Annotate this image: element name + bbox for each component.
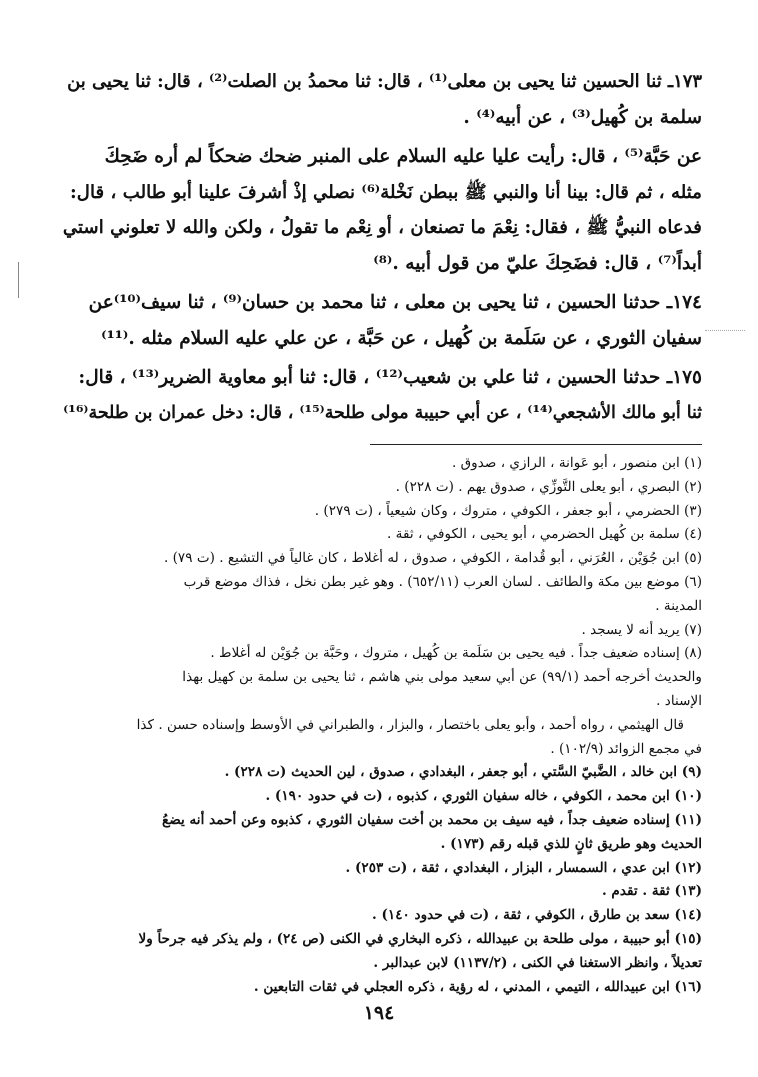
- footnote-8: (٨) إسناده ضعيف جداً . فيه يحيى بن سَلَمة بن كُهيل ، متروك ، وحَبَّة بن جُوَيْن له أغلاط .: [210, 645, 702, 662]
- footnote-7: (٧) يريد أنه لا يسجد .: [581, 621, 702, 638]
- footnote-8-tail: الإسناد .: [656, 692, 702, 709]
- footnote-1: (١) ابن منصور ، أبو عَوانة ، الرازي ، صدوق .: [451, 455, 702, 471]
- footnote-15-tail: تعديلاً ، وانظر الاستغنا في الكنى ، (١١٣٧/٢) لابن عبدالبر .: [373, 954, 702, 971]
- footnote-13: (١٣) ثقة . تقدم .: [601, 883, 702, 900]
- footnotes: [62, 452, 702, 999]
- hadith-174-line-2: سفيان الثوري ، عن سَلَمة بن كُهيل ، عن حَبَّة ، عن علي عليه السلام مثله .⁽¹¹⁾: [101, 327, 702, 349]
- main-text: [62, 64, 702, 431]
- footnote-14: (١٤) سعد بن طارق ، الكوفي ، ثقة ، (ت في حدود ١٤٠) .: [372, 907, 702, 924]
- hadith-173-line-4: مثله ، ثم قال: بينا أنا والنبي ﷺ ببطن نَخْلة⁽⁶⁾ نصلي إذْ أشرفَ علينا أبو طالب ، قال:: [70, 181, 702, 203]
- hadith-175-line-1: ١٧٥ـ حدثنا الحسين ، ثنا علي بن شعيب⁽¹²⁾ ، قال: ثنا أبو معاوية الضرير⁽¹³⁾ ، قال:: [78, 367, 702, 388]
- footnote-16: (١٦) ابن عبيدالله ، التيمي ، المدني ، له رؤية ، ذكره العجلي في ثقات التابعين .: [253, 978, 702, 995]
- footnote-4: (٤) سلمة بن كُهيل الحضرمي ، أبو يحيى ، الكوفي ، ثقة .: [387, 526, 702, 543]
- footnote-11: (١١) إسناده ضعيف جداً ، فيه سيف بن محمد بن أخت سفيان الثوري ، كذبوه وعن أحمد أنه يضعُ: [161, 811, 702, 828]
- hadith-173-line-5: فدعاه النبيُّ ﷺ ، فقال: نِعْمَ ما تصنعان ، أو نِعْم ما تقولُ ، ولكن والله لا تعلوني استي: [62, 217, 702, 238]
- hadith-173-line-3: عن حَبَّة⁽⁵⁾ ، قال: رأيت عليا عليه السلام على المنبر ضحك ضحكاً لم أره ضَحِكَ: [104, 146, 702, 167]
- footnote-11-tail: الحديث وهو طريق ثانٍ للذي قبله رقم (١٧٣) .: [440, 835, 702, 852]
- footnote-9: (٩) ابن خالد ، الضَّبيّ السَّتي ، أبو جعفر ، البغدادي ، صدوق ، لين الحديث (ت ٢٢٨) .: [224, 764, 702, 781]
- page-number: ١٩٤: [363, 1002, 395, 1024]
- margin-mark: [18, 262, 19, 298]
- footnote-10: (١٠) ابن محمد ، الكوفي ، خاله سفيان الثوري ، كذبوه ، (ت في حدود ١٩٠) .: [265, 788, 702, 805]
- footnote-8-cont: والحديث أخرجه أحمد (٩٩/١) عن أبي سعيد مولى بني هاشم ، ثنا يحيى بن سلمة بن كهيل بهذا: [182, 669, 702, 686]
- footnote-6: (٦) موضع بين مكة والطائف . لسان العرب (٦٥٢/١١) . وهو غير بطن نخل ، فذاك موضع قرب: [183, 573, 702, 590]
- footnote-8-haythami: قال الهيثمي ، رواه أحمد ، وأبو يعلى باختصار ، والبزار ، والطبراني في الأوسط وإسناده حسن . كذا: [136, 716, 684, 733]
- footnote-separator: [370, 444, 702, 445]
- footnote-3: (٣) الحضرمي ، أبو جعفر ، الكوفي ، متروك ، وكان شيعياً ، (ت ٢٧٩) .: [314, 502, 702, 519]
- footnote-15: (١٥) أبو حبيبة ، مولى طلحة بن عبيدالله ، ذكره البخاري في الكنى (ص ٢٤) ، ولم يذكر فيه جرحاً ولا: [138, 930, 702, 947]
- hadith-173-line-6: أبداً⁽⁷⁾ ، قال: فضَحِكَ عليّ من قول أبيه .⁽⁸⁾: [373, 252, 702, 274]
- hadith-174-line-1: ١٧٤ـ حدثنا الحسين ، ثنا يحيى بن معلى ، ثنا محمد بن حسان⁽⁹⁾ ، ثنا سيف⁽¹⁰⁾عن: [88, 292, 702, 313]
- footnote-2: (٢) البصري ، أبو يعلى التَّوزِّي ، صدوق يهم . (ت ٢٢٨) .: [395, 478, 702, 495]
- footnote-8-haythami-tail: في مجمع الزوائد (١٠٢/٩) .: [550, 740, 702, 757]
- footnote-12: (١٢) ابن عدي ، السمسار ، البزار ، البغدادي ، ثقة ، (ت ٢٥٣) .: [345, 859, 702, 876]
- footnote-6-tail: المدينة .: [655, 597, 702, 614]
- hadith-175-line-2: ثنا أبو مالك الأشجعي⁽¹⁴⁾ ، عن أبي حبيبة مولى طلحة⁽¹⁵⁾ ، قال: دخل عمران بن طلحة⁽¹⁶⁾: [63, 402, 702, 423]
- hadith-173-line-2: سلمة بن كُهيل⁽³⁾ ، عن أبيه⁽⁴⁾ .: [463, 106, 702, 128]
- hadith-173-line-1: ١٧٣ـ ثنا الحسين ثنا يحيى بن معلى⁽¹⁾ ، قال: ثنا محمدُ بن الصلت⁽²⁾ ، قال: ثنا يحيى بن: [67, 71, 702, 92]
- footnote-5: (٥) ابن جُوَيْن ، العُرَني ، أبو قُدامة ، الكوفي ، صدوق ، له أغلاط ، كان غالياً في التشيع . (ت ٧٩) .: [163, 550, 702, 567]
- margin-dots: [705, 330, 745, 331]
